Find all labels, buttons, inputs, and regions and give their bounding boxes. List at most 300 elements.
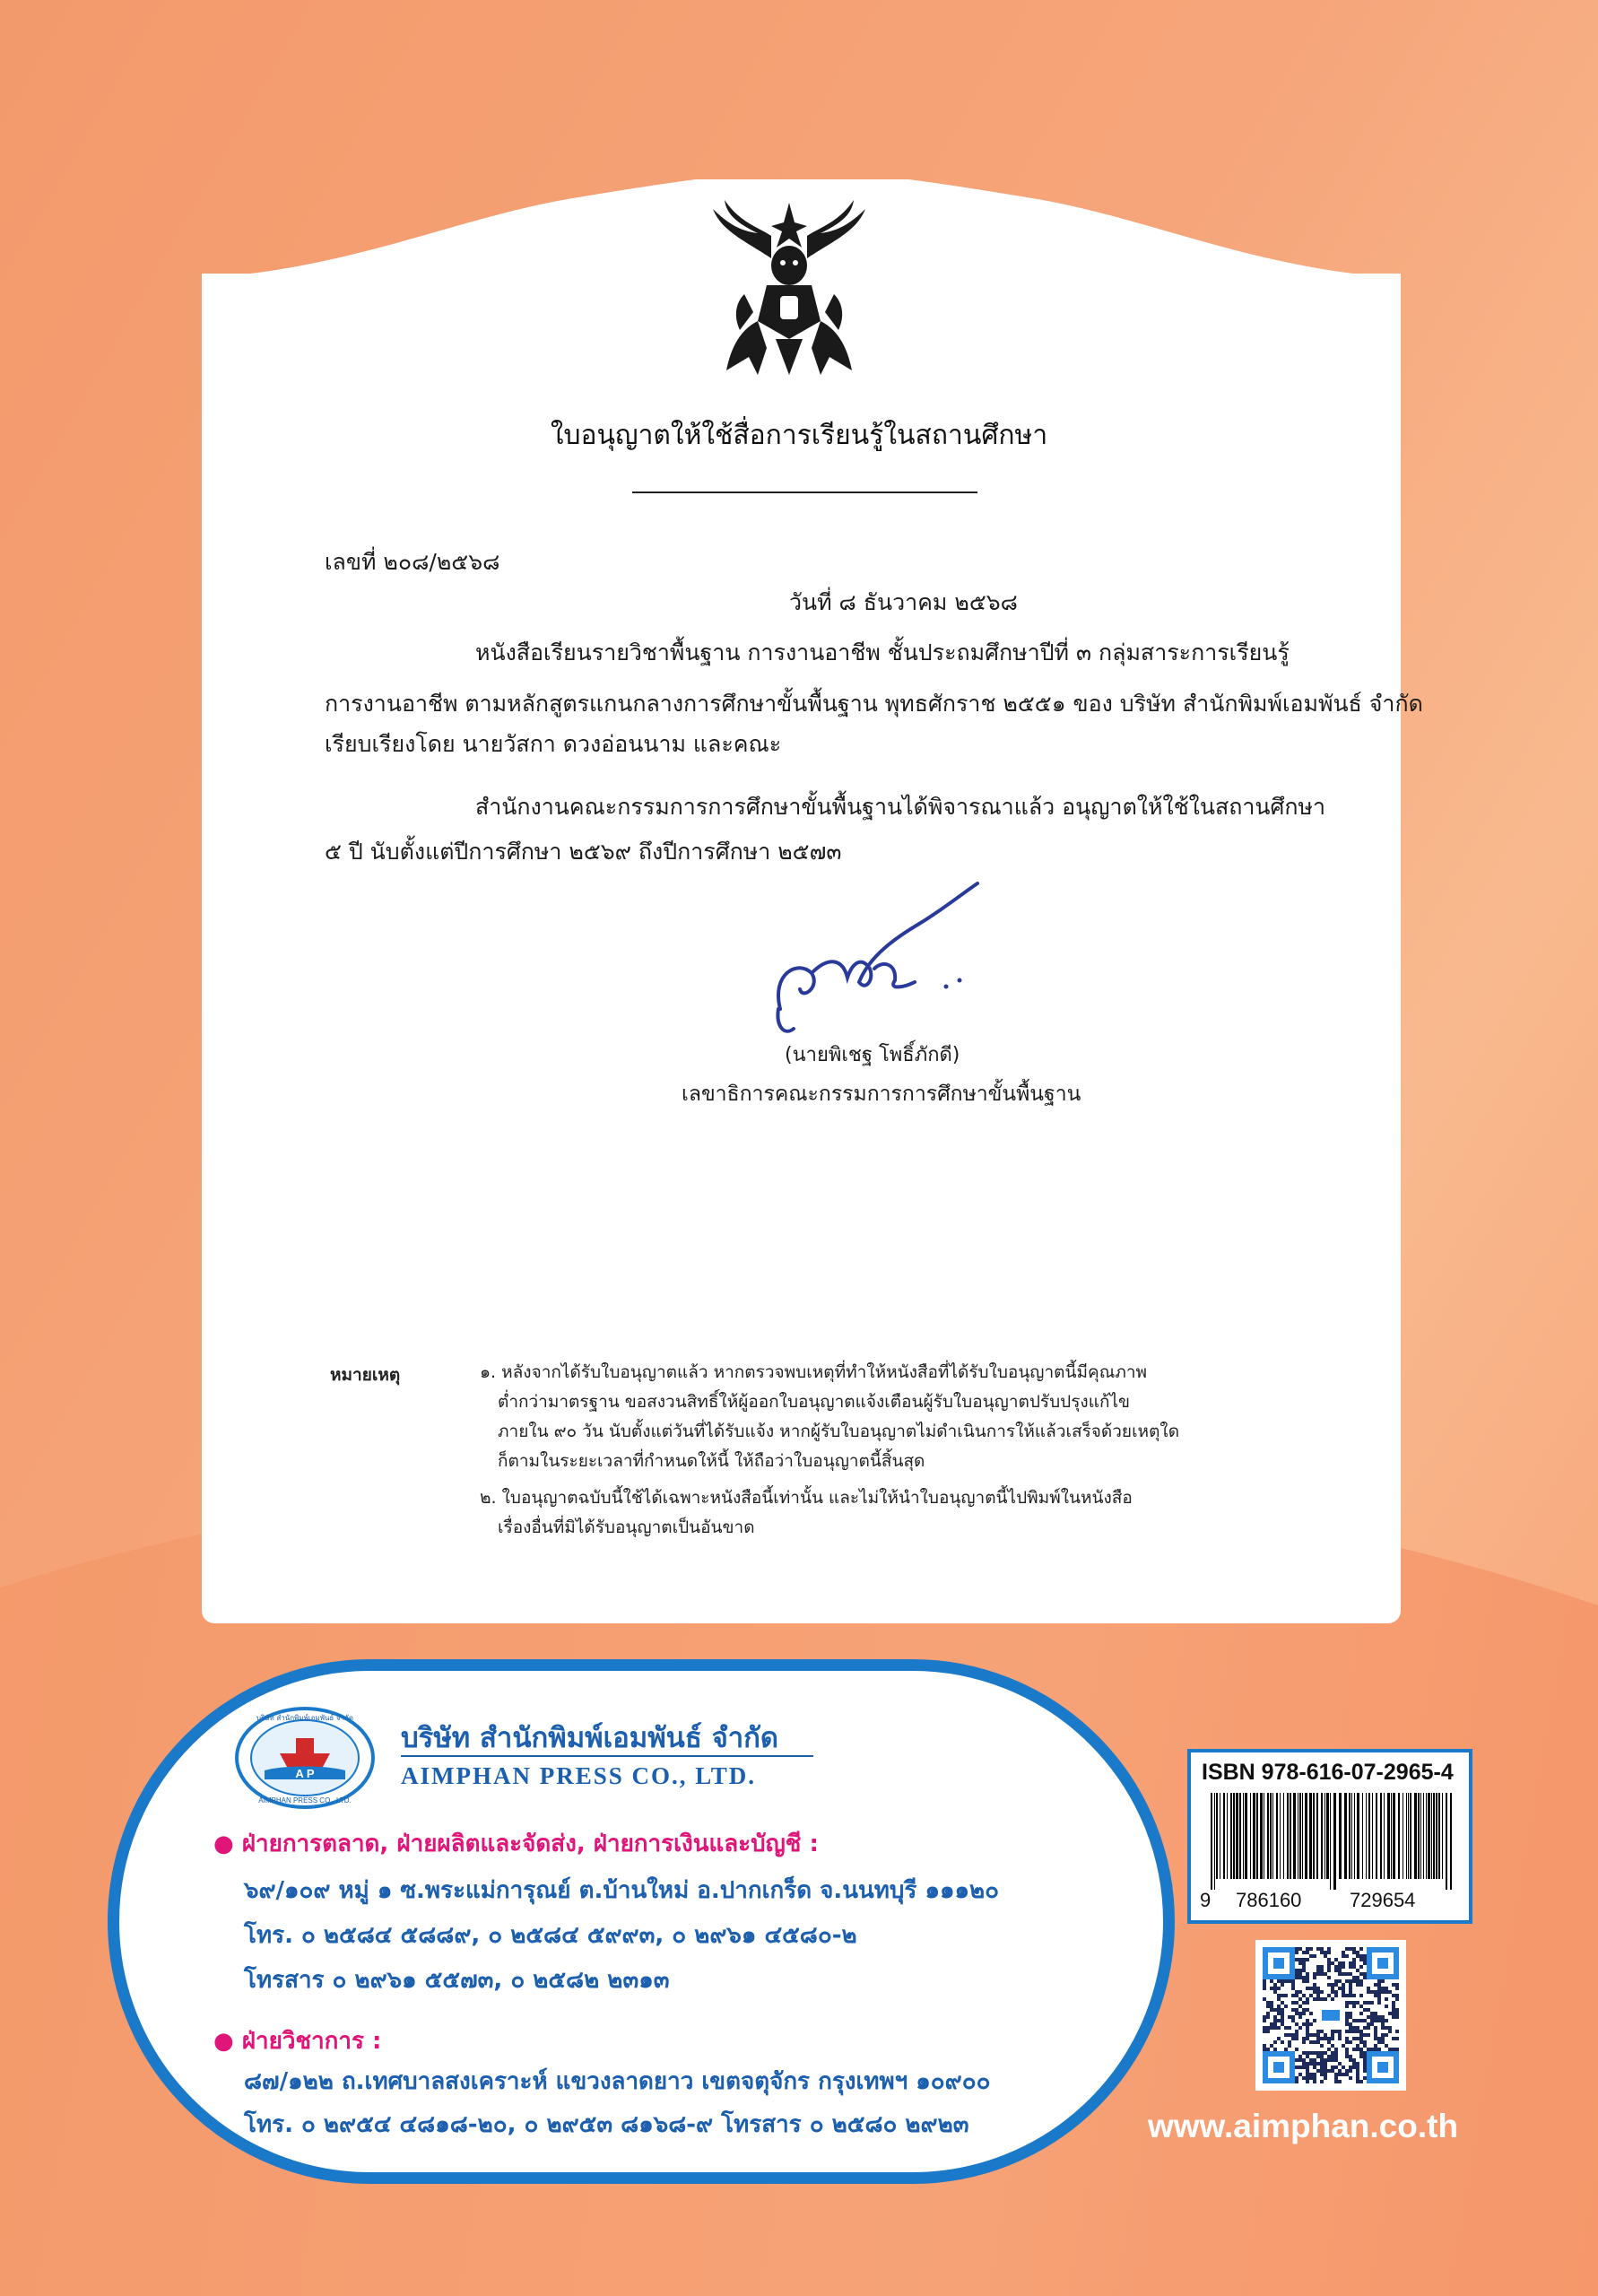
qr-module [1349,2001,1352,2005]
qr-module [1320,1969,1324,1972]
barcode-bar [1426,1793,1427,1879]
barcode-bar [1283,1793,1284,1879]
qr-module [1316,2062,1320,2066]
qr-module [1270,2008,1273,2012]
qr-module [1306,2080,1309,2083]
qr-module [1331,2037,1334,2040]
qr-module [1359,1954,1363,1958]
qr-module [1377,1990,1381,1994]
qr-module [1306,2008,1309,2012]
qr-module [1370,2022,1374,2026]
company-name-divider [401,1755,813,1757]
barcode-bar [1366,1793,1367,1879]
qr-module [1277,2026,1281,2030]
qr-module [1392,2005,1395,2008]
qr-module [1345,2012,1349,2015]
qr-module [1356,1954,1359,1958]
qr-module [1324,2037,1327,2040]
qr-module [1306,1976,1309,1979]
qr-module [1342,2044,1345,2048]
qr-module [1327,2040,1331,2044]
qr-module [1363,2066,1367,2069]
qr-module [1338,2080,1342,2083]
qr-module [1363,2051,1367,2055]
qr-module [1302,1969,1306,1972]
qr-module [1306,2026,1309,2030]
qr-module [1266,2048,1270,2051]
qr-module [1284,2005,1288,2008]
paragraph1-line2: การงานอาชีพ ตามหลักสูตรแกนกลางการศึกษาขั้นพื้นฐาน พุทธศักราช ๒๕๕๑ ของ บริษัท สำนักพิมพ์เอมพันธ์ จำกัด [325,691,1423,717]
qr-module [1385,1990,1388,1994]
note-label: หมายเหตุ [330,1365,401,1385]
qr-module [1298,2012,1302,2015]
qr-module [1356,1969,1359,1972]
qr-module [1370,2001,1374,2005]
qr-module [1349,2076,1352,2080]
qr-module [1273,2019,1277,2022]
qr-module [1349,2055,1352,2058]
qr-module [1302,2001,1306,2005]
qr-module [1291,1994,1295,1997]
qr-module [1298,1972,1302,1976]
qr-module [1281,2019,1284,2022]
qr-module [1367,1987,1370,1990]
qr-module [1395,2015,1399,2019]
barcode-bar [1372,1793,1373,1879]
qr-module [1338,2030,1342,2033]
qr-module [1309,1987,1313,1990]
title-underline [632,491,977,493]
license-date: วันที่ ๘ ธันวาคม ๒๕๖๘ [789,589,1018,615]
qr-module [1352,2030,1356,2033]
qr-module [1374,1994,1377,1997]
qr-module [1324,2051,1327,2055]
qr-module [1367,2033,1370,2037]
qr-module [1345,2055,1349,2058]
qr-module [1306,2037,1309,2040]
qr-module [1298,1961,1302,1965]
qr-module [1377,2015,1381,2019]
qr-module [1270,2044,1273,2048]
qr-module [1263,2019,1266,2022]
qr-module [1334,1994,1338,1997]
qr-module [1356,2069,1359,2073]
qr-module [1273,2008,1277,2012]
section2-phone: โทร. ๐ ๒๙๕๔ ๔๘๑๘-๒๐, ๐ ๒๙๕๓ ๘๑๖๘-๙ โทรสาร ๐ ๒๕๘๐ ๒๙๒๓ [244,2111,969,2138]
qr-module [1377,2040,1381,2044]
qr-module [1385,2026,1388,2030]
qr-module [1270,1987,1273,1990]
barcode-bar [1391,1793,1392,1879]
barcode-bar [1280,1793,1281,1879]
qr-module [1313,1954,1316,1958]
qr-module [1306,1979,1309,1983]
qr-module [1313,2066,1316,2069]
qr-module [1302,2022,1306,2026]
qr-module [1281,2012,1284,2015]
qr-module [1327,1983,1331,1987]
qr-module [1277,2019,1281,2022]
qr-module [1352,2019,1356,2022]
qr-module [1374,2026,1377,2030]
qr-module [1270,2022,1273,2026]
qr-module [1345,1972,1349,1976]
qr-module [1370,2012,1374,2015]
qr-module [1298,1958,1302,1961]
qr-module [1316,1965,1320,1969]
barcode-bar [1270,1793,1272,1879]
barcode-bar [1387,1793,1390,1879]
qr-module [1359,2030,1363,2033]
note-line: ๑. หลังจากได้รับใบอนุญาตแล้ว หากตรวจพบเหตุที่ทำให้หนังสือที่ได้รับใบอนุญาตนี้มีคุณภาพ [480,1362,1148,1382]
qr-module [1385,2005,1388,2008]
qr-center-logo [1322,2010,1340,2021]
barcode-bar [1316,1793,1318,1879]
qr-module [1338,1972,1342,1976]
qr-module [1385,2044,1388,2048]
barcode-bar [1438,1793,1440,1879]
qr-module [1331,1961,1334,1965]
qr-module [1324,2073,1327,2076]
qr-module [1295,2076,1298,2080]
qr-module [1302,1976,1306,1979]
qr-module [1381,2026,1385,2030]
barcode-bar [1250,1793,1251,1879]
barcode-bar [1428,1793,1430,1879]
qr-module [1388,2048,1392,2051]
barcode-bar [1410,1793,1411,1879]
qr-module [1367,2001,1370,2005]
qr-module [1324,1951,1327,1954]
qr-module [1306,2066,1309,2069]
qr-module [1270,2001,1273,2005]
qr-module [1377,2001,1381,2005]
qr-module [1349,1987,1352,1990]
qr-module [1306,2076,1309,2080]
qr-module [1352,2001,1356,2005]
qr-module [1327,2048,1331,2051]
qr-module [1309,2012,1313,2015]
qr-module [1395,1994,1399,1997]
note-line: ต่ำกว่ามาตรฐาน ขอสงวนสิทธิ์ให้ผู้ออกใบอนุญาตแจ้งเตือนผู้รับใบอนุญาตปรับปรุงแก้ไข [498,1392,1130,1412]
barcode-bar [1267,1793,1269,1879]
barcode-digits-left: 786160 [1236,1889,1302,1911]
qr-module [1324,1997,1327,2001]
qr-module [1395,2008,1399,2012]
barcode-bar [1290,1793,1291,1879]
qr-module [1374,1983,1377,1987]
qr-module [1349,2022,1352,2026]
qr-module [1338,1969,1342,1972]
qr-module [1349,1947,1352,1951]
qr-module [1392,2048,1395,2051]
qr-module [1331,2055,1334,2058]
qr-module [1377,1987,1381,1990]
qr-module [1381,2015,1385,2019]
section1-title: ● ฝ่ายการตลาด, ฝ่ายผลิตและจัดส่ง, ฝ่ายการเงินและบัญชี : [213,1831,819,1857]
qr-module [1320,1990,1324,1994]
qr-module [1266,2015,1270,2019]
qr-module [1295,2066,1298,2069]
qr-module [1295,1994,1298,1997]
qr-module [1295,1947,1298,1951]
qr-module [1342,1961,1345,1965]
qr-module [1306,1947,1309,1951]
qr-module [1352,1947,1356,1951]
barcode-bar [1446,1793,1447,1890]
qr-module [1313,2051,1316,2055]
barcode-bar [1330,1793,1331,1890]
qr-module [1352,2037,1356,2040]
qr-module [1306,2062,1309,2066]
qr-module [1306,2073,1309,2076]
qr-module [1263,2048,1266,2051]
qr-module [1277,1994,1281,1997]
qr-module [1342,1954,1345,1958]
qr-module [1349,2066,1352,2069]
qr-module [1377,1997,1381,2001]
barcode-bar [1214,1793,1215,1890]
qr-module [1352,1958,1356,1961]
qr-finder-inner [1273,1958,1284,1969]
qr-module [1316,2069,1320,2073]
qr-module [1381,2033,1385,2037]
qr-module [1363,1958,1367,1961]
qr-module [1309,1954,1313,1958]
qr-module [1320,2066,1324,2069]
qr-module [1302,2008,1306,2012]
qr-module [1277,2037,1281,2040]
note-line: ภายใน ๙๐ วัน นับตั้งแต่วันที่ได้รับแจ้ง หากผู้รับใบอนุญาตไม่ดำเนินการให้แล้วเสร็จด้วยเหตุใด [498,1422,1180,1441]
barcode-bar [1313,1793,1315,1879]
qr-module [1359,2012,1363,2015]
qr-module [1331,1983,1334,1987]
qr-module [1381,1979,1385,1983]
qr-module [1338,2037,1342,2040]
qr-module [1288,2044,1291,2048]
qr-module [1324,2033,1327,2037]
qr-module [1377,2019,1381,2022]
qr-module [1395,1997,1399,2001]
qr-module [1349,2012,1352,2015]
qr-module [1324,1954,1327,1958]
qr-module [1342,2066,1345,2069]
barcode-bar [1276,1793,1278,1879]
website-url: www.aimphan.co.th [1148,2108,1459,2144]
qr-module [1359,2037,1363,2040]
qr-module [1352,1951,1356,1954]
qr-module [1298,1997,1302,2001]
qr-module [1302,1961,1306,1965]
qr-module [1309,1947,1313,1951]
qr-module [1334,1979,1338,1983]
qr-module [1334,2058,1338,2062]
qr-module [1263,1987,1266,1990]
qr-module [1356,1951,1359,1954]
qr-module [1359,2005,1363,2008]
section2-address: ๘๗/๑๒๒ ถ.เทศบาลสงเคราะห์ แขวงลาดยาว เขตจตุจักร กรุงเทพฯ ๑๐๙๐๐ [244,2068,991,2095]
qr-module [1306,2019,1309,2022]
qr-module [1295,1990,1298,1994]
qr-module [1352,2058,1356,2062]
qr-module [1334,1983,1338,1987]
qr-module [1277,1997,1281,2001]
qr-module [1313,2080,1316,2083]
qr-module [1342,1951,1345,1954]
qr-module [1281,2040,1284,2044]
qr-module [1313,1983,1316,1987]
qr-module [1388,1990,1392,1994]
qr-module [1385,2019,1388,2022]
qr-module [1263,2030,1266,2033]
qr-module [1306,2001,1309,2005]
qr-module [1352,2005,1356,2008]
qr-module [1334,2066,1338,2069]
qr-module [1281,1979,1284,1983]
qr-module [1277,2005,1281,2008]
qr-module [1291,1979,1295,1983]
qr-module [1273,1987,1277,1990]
qr-module [1345,2037,1349,2040]
qr-module [1284,2048,1288,2051]
qr-module [1295,2001,1298,2005]
qr-module [1309,2051,1313,2055]
qr-module [1273,1990,1277,1994]
qr-module [1313,2073,1316,2076]
barcode-bar [1216,1793,1218,1879]
svg-text:AIMPHAN PRESS CO., LTD.: AIMPHAN PRESS CO., LTD. [258,1796,352,1805]
qr-module [1327,1969,1331,1972]
qr-module [1320,2062,1324,2066]
qr-module [1291,2037,1295,2040]
qr-module [1392,2001,1395,2005]
qr-module [1313,1990,1316,1994]
qr-module [1331,2044,1334,2048]
qr-module [1291,2008,1295,2012]
qr-module [1349,2030,1352,2033]
qr-module [1352,1979,1356,1983]
qr-module [1377,2048,1381,2051]
qr-module [1338,2073,1342,2076]
qr-module [1327,2055,1331,2058]
qr-module [1338,1965,1342,1969]
qr-module [1363,2026,1367,2030]
qr-module [1320,2069,1324,2073]
qr-module [1295,1969,1298,1972]
qr-module [1388,2030,1392,2033]
qr-module [1363,2019,1367,2022]
qr-module [1298,2055,1302,2058]
qr-module [1359,1979,1363,1983]
qr-module [1298,1969,1302,1972]
qr-module [1342,1983,1345,1987]
qr-module [1356,2080,1359,2083]
qr-module [1281,2008,1284,2012]
qr-module [1320,1997,1324,2001]
qr-module [1359,1958,1363,1961]
barcode-bar [1253,1793,1255,1879]
qr-module [1349,2040,1352,2044]
qr-module [1395,2037,1399,2040]
qr-module [1313,2033,1316,2037]
qr-module [1349,1979,1352,1983]
qr-module [1316,1987,1320,1990]
qr-module [1295,2008,1298,2012]
qr-module [1356,1983,1359,1987]
qr-module [1298,2073,1302,2076]
qr-module [1316,2033,1320,2037]
qr-module [1306,2069,1309,2073]
qr-module [1374,2030,1377,2033]
barcode-bar [1227,1793,1228,1879]
qr-module [1302,2040,1306,2044]
qr-module [1352,2062,1356,2066]
qr-module [1266,2001,1270,2005]
barcode-bar [1414,1793,1417,1879]
qr-module [1273,1983,1277,1987]
barcode-bar [1436,1793,1437,1879]
qr-module [1295,1958,1298,1961]
qr-module [1370,2048,1374,2051]
qr-module [1316,2051,1320,2055]
qr-module [1309,2073,1313,2076]
qr-module [1331,2030,1334,2033]
qr-module [1273,2048,1277,2051]
qr-module [1263,2026,1266,2030]
qr-module [1377,2037,1381,2040]
qr-module [1291,2015,1295,2019]
barcode-bar [1256,1793,1258,1879]
qr-module [1338,1961,1342,1965]
qr-module [1270,2005,1273,2008]
qr-module [1295,1972,1298,1976]
qr-module [1263,1983,1266,1987]
qr-module [1298,1990,1302,1994]
qr-module [1349,1990,1352,1994]
qr-module [1327,1965,1331,1969]
paragraph1-line1: หนังสือเรียนรายวิชาพื้นฐาน การงานอาชีพ ชั้นประถมศึกษาปีที่ ๓ กลุ่มสาระการเรียนรู้ [475,639,1290,665]
barcode-bar [1299,1793,1301,1879]
qr-module [1359,1965,1363,1969]
barcode-bar [1321,1793,1323,1879]
qr-module [1342,1965,1345,1969]
barcode-bar [1376,1793,1377,1879]
qr-module [1277,2008,1281,2012]
qr-module [1298,1947,1302,1951]
qr-module [1356,2073,1359,2076]
aimphan-logo-icon [233,1704,377,1812]
barcode-bar [1309,1793,1312,1879]
qr-module [1316,1997,1320,2001]
qr-module [1363,2033,1367,2037]
qr-module [1334,2048,1338,2051]
qr-module [1327,1994,1331,1997]
qr-module [1377,1994,1381,1997]
qr-module [1345,1994,1349,1997]
qr-module [1288,2026,1291,2030]
qr-module [1309,2022,1313,2026]
barcode-bar [1333,1793,1336,1890]
qr-module [1334,1965,1338,1969]
qr-module [1367,2015,1370,2019]
qr-module [1359,1972,1363,1976]
barcode-bar [1339,1793,1342,1879]
qr-module [1273,2015,1277,2019]
qr-module [1381,2019,1385,2022]
qr-module [1359,2048,1363,2051]
qr-module [1374,2037,1377,2040]
qr-module [1288,2040,1291,2044]
